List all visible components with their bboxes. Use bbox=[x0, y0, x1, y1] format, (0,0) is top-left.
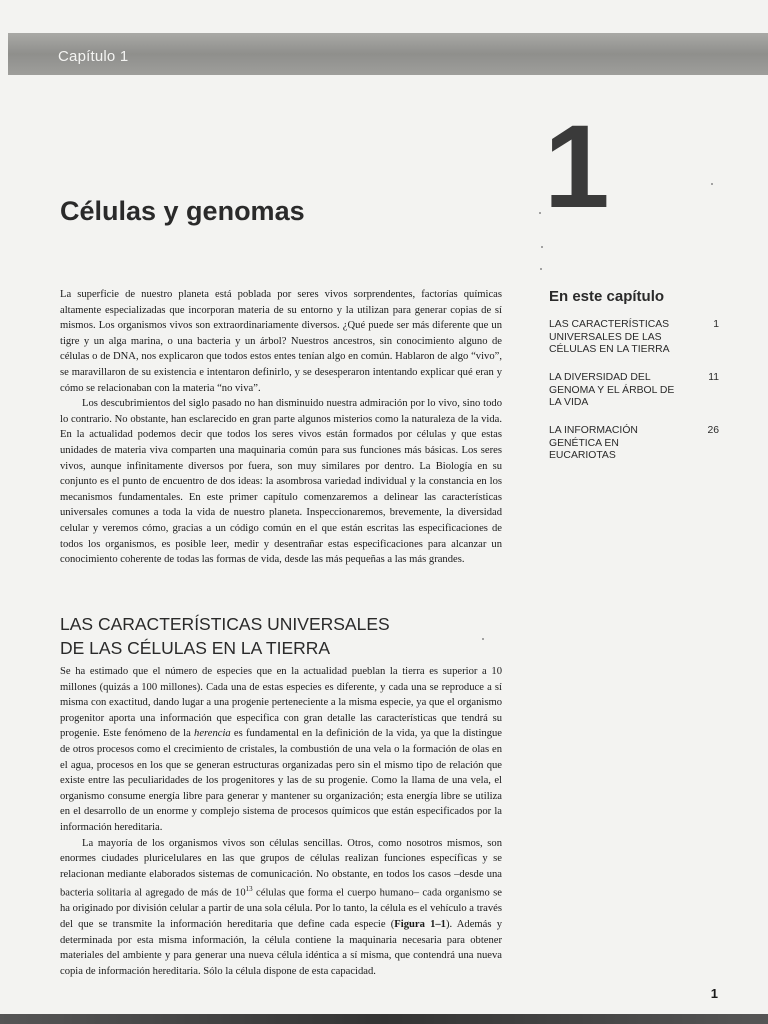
body-paragraph-1 bbox=[60, 664, 502, 836]
toc-item-label: LA DIVERSIDAD DEL GENOMA Y EL ÁRBOL DE LA VIDA bbox=[549, 372, 675, 409]
footer-band bbox=[0, 1014, 768, 1024]
scan-speck bbox=[711, 183, 713, 185]
body-text: células que forma el cuerpo humano– cada organismo se ha originado por división celular a partir de una sola célula. Por lo tanto, la célula es el vehículo a través del que se transmite la información hereditaria que define cada especie ( bbox=[60, 887, 502, 931]
scan-speck bbox=[482, 638, 484, 640]
intro-paragraph-1: La superficie de nuestro planeta está poblada por seres vivos sorprendentes, factorías químicas altamente especializadas que incorporan materia de su entorno y la utilizan para generar copias de sí mismos. Los organismos vivos son extraordinariamente diversos. ¿Qué puede ser más diferente que un tigre y un alga marina, o una bacteria y un árbol? Nuestros ancestros, sin conocimiento alguno de células o de DNA, nos explicaron que todos estos entes tenían algo en común. Hablaron de algo “vivo”, se maravillaron de su existencia e intentaron definirlo, y se desesperaron intentando explicar qué eran y cómo se relacionaban con la materia “no viva”. bbox=[60, 289, 502, 394]
section-heading-line-1: LAS CARACTERÍSTICAS UNIVERSALES bbox=[60, 614, 390, 634]
page-number: 1 bbox=[710, 986, 718, 1001]
toc-item-page: 1 bbox=[713, 319, 719, 330]
toc-item-label: LA INFORMACIÓN GENÉTICA EN EUCARIOTAS bbox=[549, 425, 638, 462]
chapter-title: Células y genomas bbox=[60, 196, 305, 226]
emphasis-herencia: herencia bbox=[194, 728, 231, 740]
section-body bbox=[60, 664, 502, 979]
toc-item-1 bbox=[549, 319, 719, 357]
scan-speck bbox=[541, 246, 543, 248]
body-text: ). Además y determinada por esta misma información, la célula contiene la maquinaria necesaria para obtener materiales del ambiente y para generar una nueva célula idéntica a sí misma, que contendrá una nueva copia de información hereditaria. Sólo la célula dispone de esta capacidad. bbox=[60, 919, 502, 977]
figure-reference: Figura 1–1 bbox=[394, 919, 446, 931]
toc-title: En este capítulo bbox=[549, 288, 665, 305]
section-heading bbox=[60, 612, 480, 660]
intro-paragraph-2: Los descubrimientos del siglo pasado no han disminuido nuestra admiración por lo vivo, sino todo lo contrario. No obstante, han esclarecido en gran parte algunos misterios como la naturaleza de la vida. En la actualidad podemos decir que todos los seres vivos están formados por células y que estas unidades de materia viva comparten una maquinaria común para sus funciones más básicas. Los seres vivos, aunque infinitamente diversos por fuera, son muy similares por dentro. La Biología en su conjunto es el punto de encuentro de dos ideas: la asombrosa variedad individual y la constancia en los mecanismos fundamentales. En este primer capítulo comenzaremos a delinear las características universales comunes a toda la vida de nuestro planeta. Inspeccionaremos, brevemente, la diversidad celular y veremos cómo, gracias a un código común en el que están escritas las especificaciones de todos los organismos, es posible leer, medir y desentrañar estas especificaciones para alcanzar un conocimiento coherente de todas las formas de vida, desde las más pequeñas a las más grandes. bbox=[60, 398, 502, 566]
chapter-label: Capítulo 1 bbox=[58, 48, 129, 65]
toc-item-2 bbox=[549, 372, 719, 410]
body-text: Se ha estimado que el número de especies que en la actualidad pueblan la tierra es superior a 10 millones (quizás a 100 millones). Cada una de estas especies es diferente, y cada una se reproduce a sí misma con exactitud, dando lugar a una progenie perteneciente a la misma especie, ya que el organismo progenitor aporta una información que especifica con gran detalle las características que tendrá su progenie. Este fenómeno de la bbox=[60, 666, 502, 740]
body-text: La mayoría de los organismos vivos son células sencillas. Otros, como nosotros mismos, son enormes ciudades pluricelulares en las que grupos de células realizan funciones específicas y se relacionan mediante elaborados sistemas de comunicación. No obstante, en todos los casos –desde una bacteria solitaria al agregado de más de 10 bbox=[60, 837, 502, 899]
body-paragraph-2 bbox=[60, 836, 502, 980]
scan-speck bbox=[540, 268, 542, 270]
section-heading-line-2: DE LAS CÉLULAS EN LA TIERRA bbox=[60, 638, 331, 658]
toc-item-label: LAS CARACTERÍSTICAS UNIVERSALES DE LAS CÉLULAS EN LA TIERRA bbox=[549, 319, 670, 356]
toc-item-page: 26 bbox=[707, 425, 719, 436]
toc-item-3 bbox=[549, 425, 719, 463]
toc-item-page: 11 bbox=[708, 372, 719, 383]
intro-text bbox=[60, 287, 502, 568]
superscript-exponent: 13 bbox=[245, 885, 253, 894]
scan-speck bbox=[539, 212, 541, 214]
body-text: es fundamental en la definición de la vida, ya que la distingue de otros procesos como el crecimiento de cristales, la combustión de una vela o la formación de olas en el agua, procesos en los que se generan estructuras organizadas pero sin el mismo tipo de relación que existe entre las peculiaridades de los progenitores y las de su progenie. Como la llama de una vela, el organismo consume energía libre para generar y mantener su organización; esta energía libre se utiliza en el desarrollo de un enorme y complejo sistema de procesos químicos que están especificados por la información hereditaria. bbox=[60, 728, 502, 833]
chapter-number: 1 bbox=[544, 101, 610, 233]
